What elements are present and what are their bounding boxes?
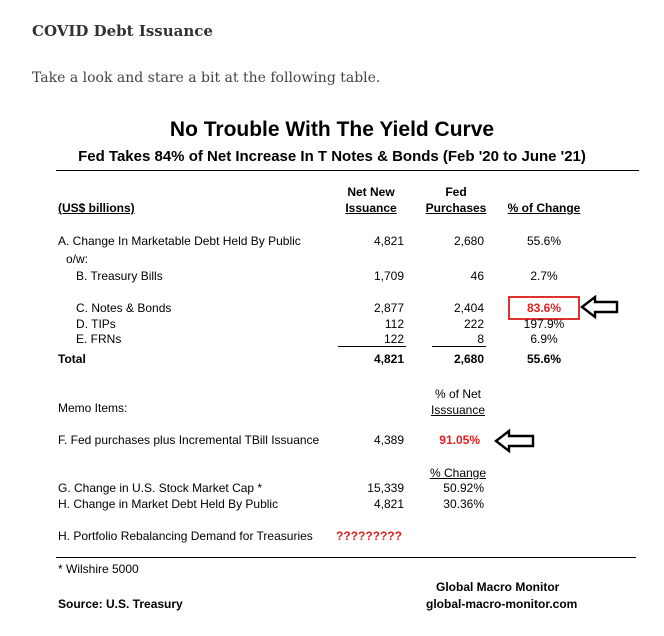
row-g-label: G. Change in U.S. Stock Market Cap * xyxy=(58,481,263,495)
row-h2-value: ????????? xyxy=(336,529,402,543)
row-d-net: 112 xyxy=(384,317,404,331)
footer-brand: Global Macro Monitor xyxy=(436,580,560,594)
header-fed-purchases: Fed Purchases xyxy=(425,185,487,215)
row-g-net: 15,339 xyxy=(367,481,404,495)
row-d-fed: 222 xyxy=(463,317,484,331)
row-a-fed: 2,680 xyxy=(453,234,484,248)
row-b-fed: 46 xyxy=(470,269,484,283)
memo-header: % of Net Isssuance xyxy=(430,387,486,417)
row-total-fed: 2,680 xyxy=(453,352,484,366)
yield-curve-table-image xyxy=(0,110,664,636)
table-title: No Trouble With The Yield Curve xyxy=(169,118,495,141)
row-a-pct: 55.6% xyxy=(526,234,562,248)
arrow-left-icon xyxy=(494,428,536,454)
row-c-label: C. Notes & Bonds xyxy=(76,301,172,315)
row-f-label: F. Fed purchases plus Incremental TBill Issuance xyxy=(58,433,320,447)
table-subtitle: Fed Takes 84% of Net Increase In T Notes & Bonds (Feb '20 to June '21) xyxy=(78,148,586,165)
row-b-net: 1,709 xyxy=(373,269,404,283)
row-c-net: 2,877 xyxy=(373,301,404,315)
row-total-label: Total xyxy=(58,352,86,366)
footnote: * Wilshire 5000 xyxy=(58,562,139,576)
row-total-net: 4,821 xyxy=(373,352,404,366)
row-total-pct: 55.6% xyxy=(526,352,562,366)
row-b-pct: 2.7% xyxy=(530,269,558,283)
footer-rule xyxy=(56,557,636,558)
footer-source: Source: U.S. Treasury xyxy=(58,597,183,611)
row-h2-label: H. Portfolio Rebalancing Demand for Treasuries xyxy=(58,529,313,543)
post-title: COVID Debt Issuance xyxy=(32,22,213,40)
row-f-pct: 91.05% xyxy=(439,433,480,447)
row-f-net: 4,389 xyxy=(373,433,404,447)
row-g-pct: 50.92% xyxy=(443,481,484,495)
footer-site: global-macro-monitor.com xyxy=(426,597,578,611)
ow-label: o/w: xyxy=(66,252,89,266)
header-net-new: Net New Issuance xyxy=(345,185,397,215)
row-e-pct: 6.9% xyxy=(530,332,558,346)
subtitle-underline xyxy=(56,170,639,171)
sum-line-fed xyxy=(432,346,486,347)
row-h-pct: 30.36% xyxy=(443,497,484,511)
memo-label: Memo Items: xyxy=(58,401,128,415)
row-e-label: E. FRNs xyxy=(76,332,122,346)
row-c-pct: 83.6% xyxy=(526,301,562,315)
row-c-fed: 2,404 xyxy=(453,301,484,315)
row-a-label: A. Change In Marketable Debt Held By Public xyxy=(58,234,301,248)
row-a-net: 4,821 xyxy=(373,234,404,248)
header-pct-change: % of Change xyxy=(507,201,581,215)
sum-line-net xyxy=(338,346,406,347)
row-h-net: 4,821 xyxy=(373,497,404,511)
change-header: % Change xyxy=(429,466,487,480)
row-h-label: H. Change in Market Debt Held By Public xyxy=(58,497,279,511)
row-d-label: D. TIPs xyxy=(76,317,116,331)
row-b-label: B. Treasury Bills xyxy=(76,269,163,283)
row-e-net: 122 xyxy=(383,332,404,346)
units-label: (US$ billions) xyxy=(58,201,135,215)
row-d-pct: 197.9% xyxy=(523,317,565,331)
row-e-fed: 8 xyxy=(477,332,484,346)
post-intro: Take a look and stare a bit at the following table. xyxy=(32,70,381,86)
